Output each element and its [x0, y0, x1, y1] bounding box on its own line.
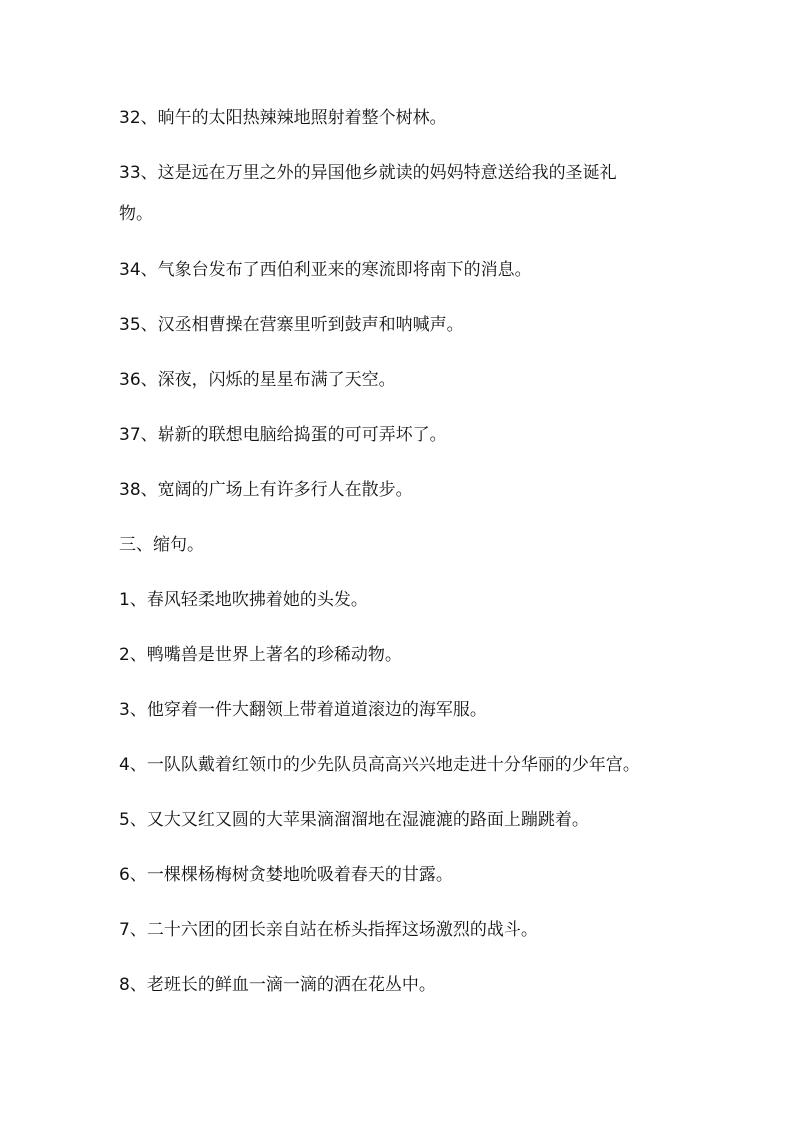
sentence-37: 37、崭新的联想电脑给捣蛋的可可弄坏了。	[119, 425, 447, 445]
exercise-8: 8、老班长的鲜血一滴一滴的洒在花丛中。	[119, 975, 436, 995]
sentence-35: 35、汉丞相曹操在营寨里听到鼓声和呐喊声。	[119, 315, 464, 335]
sentence-33: 33、这是远在万里之外的异国他乡就读的妈妈特意送给我的圣诞礼	[119, 163, 617, 183]
section-heading: 三、缩句。	[119, 535, 204, 555]
sentence-38: 38、宽阔的广场上有许多行人在散步。	[119, 480, 413, 500]
sentence-32: 32、晌午的太阳热辣辣地照射着整个树林。	[119, 108, 447, 128]
sentence-34: 34、气象台发布了西伯利亚来的寒流即将南下的消息。	[119, 260, 532, 280]
sentence-36: 36、深夜，闪烁的星星布满了天空。	[119, 370, 396, 390]
exercise-3: 3、他穿着一件大翻领上带着道道滚边的海军服。	[119, 700, 487, 720]
sentence-33-continued: 物。	[119, 204, 153, 224]
exercise-2: 2、鸭嘴兽是世界上著名的珍稀动物。	[119, 645, 402, 665]
exercise-5: 5、又大又红又圆的大苹果滴溜溜地在湿漉漉的路面上蹦跳着。	[119, 810, 589, 830]
exercise-1: 1、春风轻柔地吹拂着她的头发。	[119, 590, 368, 610]
exercise-7: 7、二十六团的团长亲自站在桥头指挥这场激烈的战斗。	[119, 920, 538, 940]
exercise-4: 4、一队队戴着红领巾的少先队员高高兴兴地走进十分华丽的少年宫。	[119, 755, 640, 775]
exercise-6: 6、一棵棵杨梅树贪婪地吮吸着春天的甘露。	[119, 865, 453, 885]
